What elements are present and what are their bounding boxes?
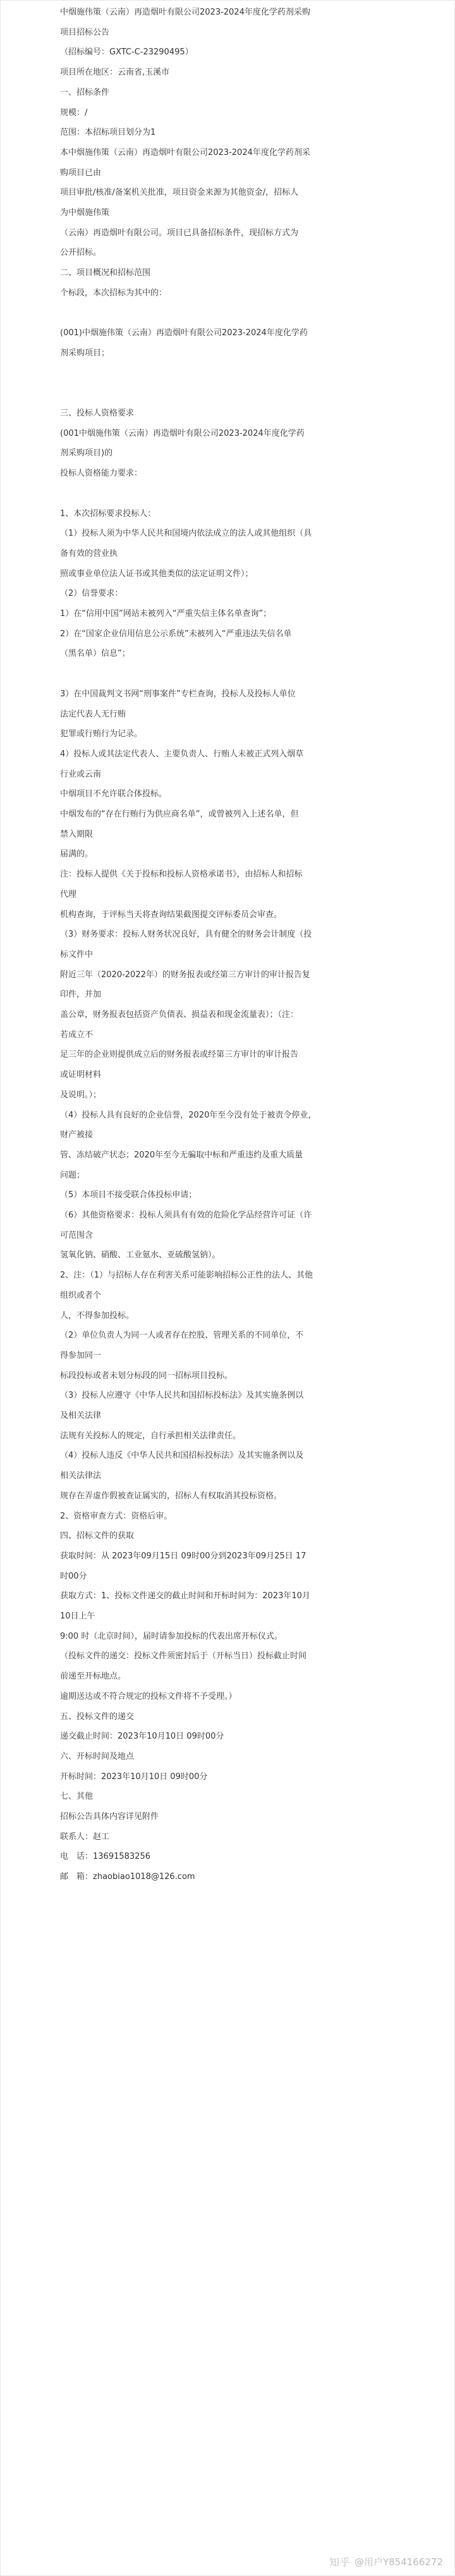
document-line: 规存在弄虚作假被查证属实的，招标人有权取消其投标资格。 <box>60 1491 282 1501</box>
document-line: 相关法律法 <box>60 1471 102 1481</box>
document-line: 备有效的营业执 <box>60 548 118 558</box>
document-line: 届满的。 <box>60 849 94 860</box>
document-line: 邮 箱：zhaobiao1018@126.com <box>60 1872 195 1882</box>
document-line: 2）在“国家企业信用信息公示系统”未被列入“严重违法失信名单 <box>60 629 292 639</box>
document-line: 本中烟施伟策（云南）再造烟叶有限公司2023-2024年度化学药剂采 <box>60 147 310 157</box>
document-line: 项目所在地区：云南省,玉溪市 <box>60 68 170 78</box>
document-line: 时00分 <box>60 1571 87 1581</box>
document-line: 范围：本招标项目划分为1 <box>60 128 156 138</box>
document-line: 照或事业单位法人证书或其他类似的法定证明文件）； <box>60 569 253 579</box>
document-line: （4）投标人违反《中华人民共和国招标投标法》及其实施条例以及 <box>60 1451 304 1461</box>
document-line: 五、投标文件的递交 <box>60 1711 135 1722</box>
document-line: 可范围含 <box>60 1230 94 1240</box>
document-line: 开标时间：2023年10月10日 09时00分 <box>60 1772 208 1782</box>
document-line: 及相关法律 <box>60 1411 102 1420</box>
document-line: 为中烟施伟策 <box>60 208 110 218</box>
document-line: 中烟发布的“存在行贿行为供应商名单”，或曾被列入上述名单，但 <box>60 810 299 819</box>
document-line: 中烟项目不允许联合体投标。 <box>60 789 167 799</box>
document-line: 附近三年（2020-2022年）的财务报表或经第三方审计的审计报告复 <box>60 970 310 980</box>
document-line: 六、开标时间及地点 <box>60 1751 135 1761</box>
document-line: （黑名单）信息”； <box>60 649 130 659</box>
watermark-username: @用户Y854166272 <box>354 2556 443 2568</box>
document-line: (001中烟施伟策（云南）再造烟叶有限公司2023-2024年度化学药 <box>60 428 305 438</box>
document-line: 2、资格审查方式：资格后审。 <box>60 1511 173 1521</box>
document-line: 三、投标人资格要求 <box>60 409 135 418</box>
document-line: （2）单位负责人为同一人或者存在控股、管理关系的不同单位，不 <box>60 1331 304 1341</box>
document-line: 七、其他 <box>60 1792 94 1802</box>
document-line: 招标公告具体内容详见附件 <box>60 1812 159 1821</box>
document-line: 标段投标或者未划分标段的同一招标项目投标。 <box>60 1371 233 1381</box>
document-line: (001)中烟施伟策（云南）再造烟叶有限公司2023-2024年度化学药 <box>60 328 308 338</box>
document-line: 人，不得参加投标。 <box>60 1310 135 1321</box>
document-line: 若成立不 <box>60 1030 94 1040</box>
zhihu-logo: 知乎 <box>329 2556 351 2568</box>
document-line: 2、注：（1）与招标人存在利害关系可能影响招标公正性的法人、其他 <box>60 1271 313 1281</box>
document-line: 印件，并加 <box>60 990 102 1000</box>
document-line: 盖公章，财务报表包括资产负债表、损益表和现金流量表）；（注： <box>60 1010 299 1020</box>
document-line: 代理 <box>60 889 77 899</box>
document-line: 组织或者个 <box>60 1290 102 1300</box>
document-line: 购项目已由 <box>60 168 102 178</box>
document-line: 管、冻结破产状态；2020年至今无骗取中标和严重违约及重大质量 <box>60 1150 303 1160</box>
document-line: 中烟施伟策（云南）再造烟叶有限公司2023-2024年度化学药剂采购 <box>60 8 310 17</box>
document-line: （3）财务要求：投标人财务状况良好，具有健全的财务会计制度（投 <box>60 930 312 940</box>
document-line: 1）在“信用中国”网站未被列入“严重失信主体名单查询”； <box>60 609 272 619</box>
document-line: 获取方式：1、投标文件递交的截止时间和开标时间为：2023年10月 <box>60 1591 310 1601</box>
document-line: 剂采购项目； <box>60 348 110 358</box>
document-line: 四、招标文件的获取 <box>60 1531 135 1541</box>
zhihu-watermark <box>329 2554 443 2568</box>
document-line: 投标人资格能力要求： <box>60 469 143 479</box>
document-line: 禁入期限 <box>60 829 94 839</box>
document-line: 获取时间：从 2023年09月15日 09时00分到2023年09月25日 17 <box>60 1551 306 1561</box>
document-line: 足三年的企业则提供成立后的财务报表或经第三方审计的审计报告 <box>60 1050 299 1060</box>
document-line: 法定代表人无行贿 <box>60 709 126 719</box>
document-line: 个标段，本次招标为其中的： <box>60 288 167 298</box>
document-line: （1）投标人须为中华人民共和国境内依法成立的法人或其他组织（具 <box>60 529 312 539</box>
document-line: （6）其他资格要求：投标人须具有有效的危险化学品经营许可证（许 <box>60 1211 312 1220</box>
document-line: 标文件中 <box>60 949 94 959</box>
document-line: 二、项目概况和招标范围 <box>60 268 151 278</box>
document-line: （招标编号：GXTC-C-23290495） <box>60 47 193 58</box>
document-line: （云南）再造烟叶有限公司。项目已具备招标条件，现招标方式为 <box>60 228 299 238</box>
document-line: 一、招标条件 <box>60 87 110 97</box>
document-line: （3）投标人应遵守《中华人民共和国招标投标法》及其实施条例以 <box>60 1391 304 1401</box>
document-line: 前递至开标地点。 <box>60 1672 126 1682</box>
document-line: 行业或云南 <box>60 769 102 779</box>
document-line: 注：投标人提供《关于投标和投标人资格承诺书》，由招标人和招标 <box>60 870 303 880</box>
document-line: 犯罪或行贿行为记录。 <box>60 729 143 739</box>
document-line: 规模：/ <box>60 108 88 118</box>
document-line: 机构查询，于评标当天将查询结果截图提交评标委员会审查。 <box>60 909 282 920</box>
document-line: 氢氧化钠、硝酸、工业氨水、亚硫酸氢钠）。 <box>60 1250 221 1260</box>
document-line: 财产被接 <box>60 1130 94 1140</box>
document-line: 及说明。）； <box>60 1090 102 1100</box>
document-line: （4）投标人具有良好的企业信誉，2020年至今没有处于被责令停业， <box>60 1110 317 1120</box>
document-line: 项目招标公告 <box>60 27 110 37</box>
document-line: 4）投标人或其法定代表人、主要负责人、行贿人未被正式列入烟草 <box>60 749 304 759</box>
document-line: （5）本项目不接受联合体投标申请； <box>60 1190 197 1200</box>
document-line: 剂采购项目)的 <box>60 448 113 459</box>
document-line: 1、本次招标要求投标人： <box>60 508 156 519</box>
document-line: 联系人：赵工 <box>60 1832 110 1842</box>
document-line: 项目审批/核准/备案机关批准，项目资金来源为其他资金/，招标人 <box>60 188 299 198</box>
document-line: 逾期送达或不符合规定的投标文件将不予受理。） <box>60 1691 237 1701</box>
document-line: 递交截止时间：2023年10月10日 09时00分 <box>60 1732 224 1742</box>
document-line: （2）信誉要求： <box>60 589 123 599</box>
document-line: 问题； <box>60 1170 85 1180</box>
document-line: 公开招标。 <box>60 248 102 258</box>
document-line: 法规有关投标人的规定，自行承担相关法律责任。 <box>60 1431 241 1441</box>
document-line: 9:00 时（北京时间），届时请参加投标的代表出席开标仪式。 <box>60 1631 282 1641</box>
document-line: （投标文件的递交：投标文件须密封后于（开标当日）投标截止时间 <box>60 1651 307 1661</box>
document-line: 10日上午 <box>60 1612 95 1621</box>
document-line: 或证明材料 <box>60 1070 102 1080</box>
document-line: 得参加同一 <box>60 1350 102 1360</box>
document-line: 3）在中国裁判文书网“刑事案件”专栏查询，投标人及投标人单位 <box>60 689 296 699</box>
document-line: 电 话：13691583256 <box>60 1852 150 1862</box>
